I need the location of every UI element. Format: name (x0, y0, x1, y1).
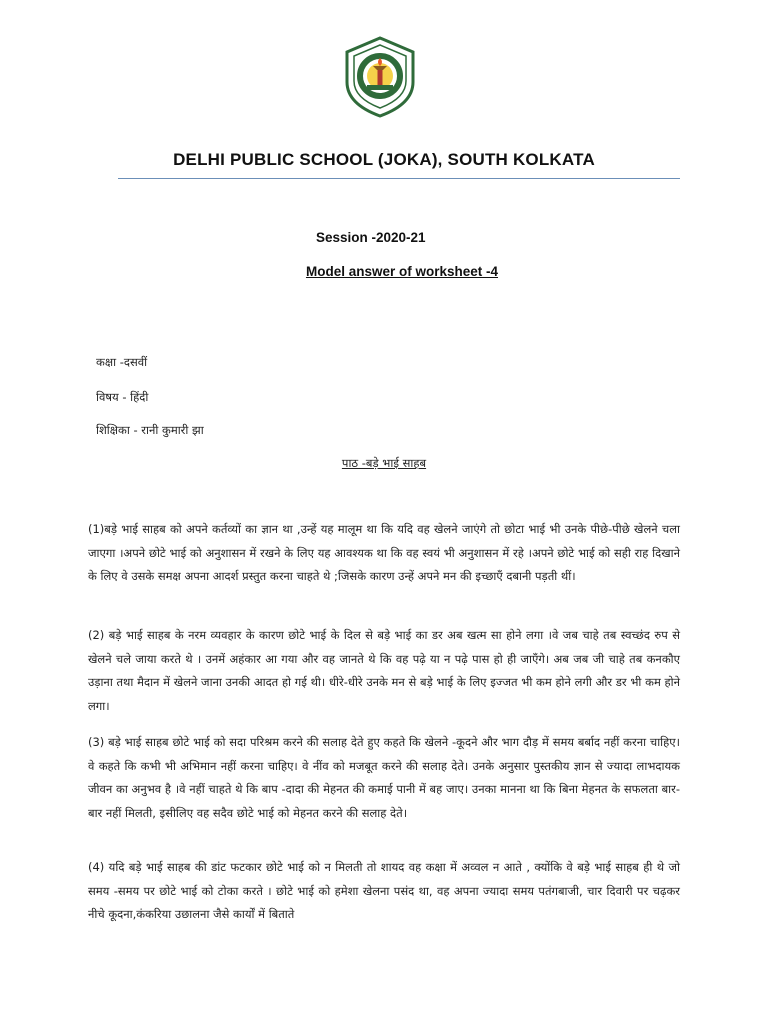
session-label: Session -2020-21 (316, 230, 426, 245)
school-crest-logo (343, 36, 417, 118)
school-name: DELHI PUBLIC SCHOOL (JOKA), SOUTH KOLKATA (173, 150, 595, 169)
teacher-label: शिक्षिका - रानी कुमारी झा (96, 423, 204, 437)
answer-paragraph-2: (2) बड़े भाई साहब के नरम व्यवहार के कारण छोटे भाई के दिल से बड़े भाई का डर अब खत्म सा होने लगा ।वे जब चाहे तब स्वच्छंद रुप से खेलने चले जाया करते थे । उनमें अहंकार आ गया और वह जानते थे कि वह पढ़े या न पढ़े पास हो ही जाएँगे। अब जब जी चाहे तब कनकौए उड़ाना तथा मैदान में खेलने जाना उनकी आदत हो गई थी। धीरे-धीरे उनके मन से बड़े भाई के लिए इज्जत भी कम होने लगी और डर भी कम होने लगा। (88, 628, 680, 713)
answer-paragraph-1: (1)बड़े भाई साहब को अपने कर्तव्यों का ज्ञान था ,उन्हें यह मालूम था कि यदि वह खेलने जाएंगे तो छोटा भाई भी उनके पीछे-पीछे खेलने चला जाएगा ।अपने छोटे भाई को अनुशासन में रखने के लिए यह आवश्यक था कि वह स्वयं भी अनुशासन में रहे ।अपने छोटे भाई को सही राह दिखाने के लिए वे उसके समक्ष अपना आदर्श प्रस्तुत करना चाहते थे ;जिसके कारण उन्हें अपने मन की इच्छाएँ दबानी पड़ती थीं। (88, 522, 680, 583)
document-title (0, 264, 768, 279)
answer-paragraph-3: (3) बड़े भाई साहब छोटे भाई को सदा परिश्रम करने की सलाह देते हुए कहते कि खेलने -कूदने और भाग दौड़ में समय बर्बाद नहीं करना चाहिए। वे कहते कि कभी भी अभिमान नहीं करना चाहिए। वे नींव को मजबूत करने की सलाह देते। उनके अनुसार पुस्तकीय ज्ञान से ज्यादा लाभदायक जीवन का अनुभव है ।वे नहीं चाहते थे कि बाप -दादा की मेहनत की कमाई पानी में बह जाए। उनका मानना था कि बिना मेहनत के सफलता बार-बार नहीं मिलती, इसीलिए वह सदैव छोटे भाई को मेहनत करने की सलाह देते। (88, 735, 680, 820)
subject-label: विषय - हिंदी (96, 390, 149, 404)
answer-paragraph-4: (4) यदि बड़े भाई साहब की डांट फटकार छोटे भाई को न मिलती तो शायद वह कक्षा में अव्वल न आते , क्योंकि वे बड़े भाई साहब ही थे जो समय -समय पर छोटे भाई को टोका करते । छोटे भाई को हमेशा खेलना पसंद था, वह अपना ज्यादा समय पतंगबाजी, चार दिवारी पर चढ़कर नीचे कूदना,कंकरिया उछालना जैसे कार्यों में बिताते (88, 860, 680, 921)
class-label: कक्षा -दसवीं (96, 355, 148, 369)
header-divider (118, 178, 680, 179)
document-title-text: Model answer of worksheet -4 (305, 264, 499, 279)
lesson-title: पाठ -बड़े भाई साहब (341, 456, 427, 470)
